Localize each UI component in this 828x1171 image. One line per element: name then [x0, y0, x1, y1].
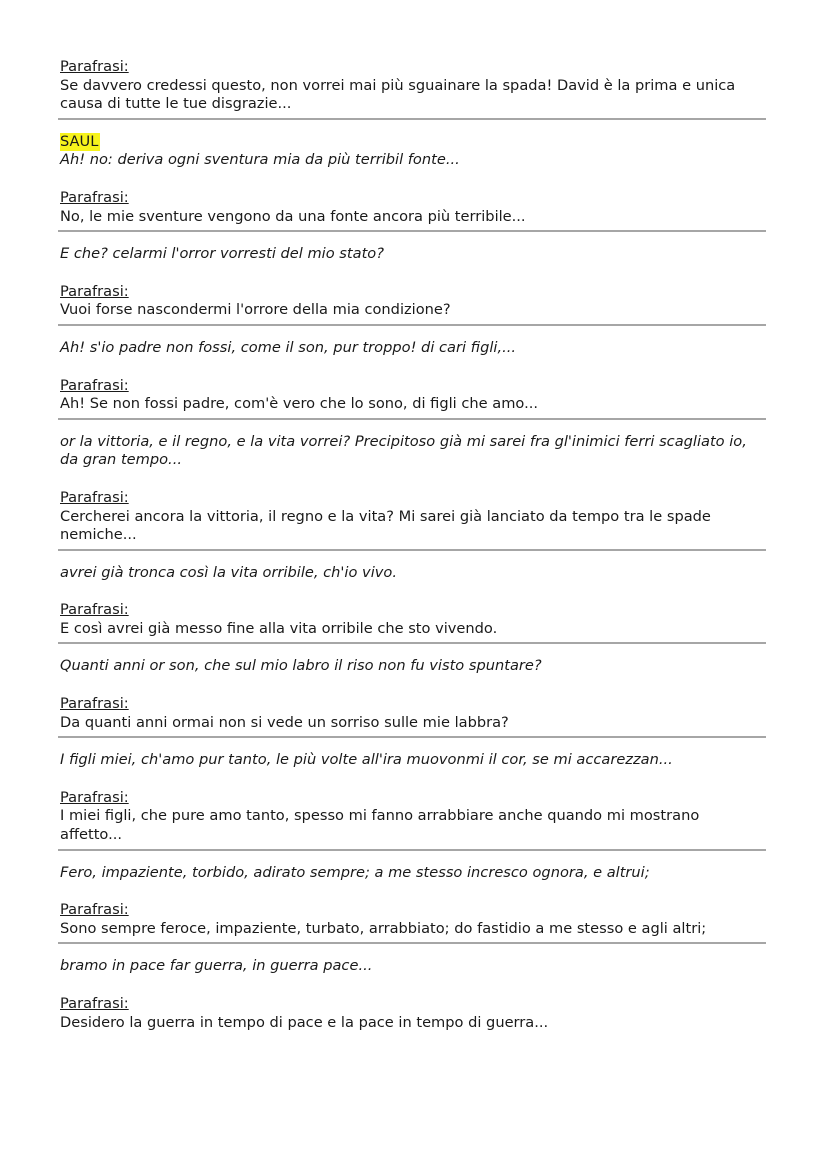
divider — [58, 736, 766, 738]
sections — [60, 118, 765, 1032]
divider — [58, 642, 766, 644]
divider — [58, 942, 766, 944]
parafrasi-label: Parafrasi: — [60, 601, 129, 619]
parafrasi-label: Parafrasi: — [60, 901, 129, 919]
verse-section — [60, 339, 765, 414]
verse-section — [60, 751, 765, 844]
parafrasi-text: I miei figli, che pure amo tanto, spesso mi fanno arrabbiare anche quando mi mostrano affetto... — [60, 807, 700, 844]
verse-section — [60, 564, 765, 639]
verse-text: avrei già tronca così la vita orribile, ch'io vivo. — [60, 563, 397, 581]
verse-text: Fero, impaziente, torbido, adirato sempre; a me stesso incresco ognora, e altrui; — [60, 863, 650, 881]
parafrasi-label: Parafrasi: — [60, 995, 129, 1012]
divider — [58, 418, 766, 420]
verse-text: E che? celarmi l'orror vorresti del mio stato? — [60, 245, 384, 263]
verse-text: I figli miei, ch'amo pur tanto, le più volte all'ira muovonmi il cor, se mi accarezzan... — [60, 751, 673, 769]
divider — [58, 549, 766, 551]
divider — [58, 849, 766, 851]
parafrasi-text: Se davvero credessi questo, non vorrei mai più sguainare la spada! David è la prima e unica causa di tutte le tue disgrazie... — [60, 76, 736, 113]
parafrasi-text: Cercherei ancora la vittoria, il regno e la vita? Mi sarei già lanciato da tempo tra le spade nemiche... — [60, 507, 711, 544]
parafrasi-text: E così avrei già messo fine alla vita orribile che sto vivendo. — [60, 619, 498, 637]
document-page — [60, 58, 765, 1032]
parafrasi-label: Parafrasi: — [60, 788, 129, 806]
intro-parafrasi-block — [60, 58, 765, 114]
verse-section — [60, 957, 765, 1032]
parafrasi-label: Parafrasi: — [60, 282, 129, 300]
verse-text: Ah! s'io padre non fossi, come il son, pur troppo! di cari figli,... — [60, 338, 517, 356]
verse-section — [60, 245, 765, 320]
verse-section — [60, 657, 765, 732]
parafrasi-label: Parafrasi: — [60, 376, 129, 394]
divider — [58, 230, 766, 232]
verse-section — [60, 864, 765, 939]
parafrasi-label: Parafrasi: — [60, 58, 129, 75]
parafrasi-text: Ah! Se non fossi padre, com'è vero che lo sono, di figli che amo... — [60, 395, 539, 413]
parafrasi-text: Vuoi forse nascondermi l'orrore della mia condizione? — [60, 301, 451, 319]
verse-section — [60, 433, 765, 545]
parafrasi-text: Desidero la guerra in tempo di pace e la pace in tempo di guerra... — [60, 1013, 549, 1031]
parafrasi-text: Sono sempre feroce, impaziente, turbato, arrabbiato; do fastidio a me stesso e agli altri; — [60, 919, 707, 937]
verse-section — [60, 133, 765, 226]
verse-text: bramo in pace far guerra, in guerra pace... — [60, 957, 373, 975]
divider — [58, 324, 766, 326]
parafrasi-label: Parafrasi: — [60, 488, 129, 506]
parafrasi-label: Parafrasi: — [60, 695, 129, 713]
parafrasi-text: No, le mie sventure vengono da una fonte ancora più terribile... — [60, 207, 526, 225]
verse-text: or la vittoria, e il regno, e la vita vorrei? Precipitoso già mi sarei fra gl'inimici ferri scagliato io, da gran tempo... — [60, 432, 747, 469]
parafrasi-text: Da quanti anni ormai non si vede un sorriso sulle mie labbra? — [60, 713, 509, 731]
verse-text: Quanti anni or son, che sul mio labro il riso non fu visto spuntare? — [60, 657, 542, 675]
parafrasi-label: Parafrasi: — [60, 188, 129, 206]
verse-text: Ah! no: deriva ogni sventura mia da più terribil fonte... — [60, 151, 460, 169]
speaker-name: SAUL — [60, 132, 99, 150]
divider — [58, 118, 766, 120]
